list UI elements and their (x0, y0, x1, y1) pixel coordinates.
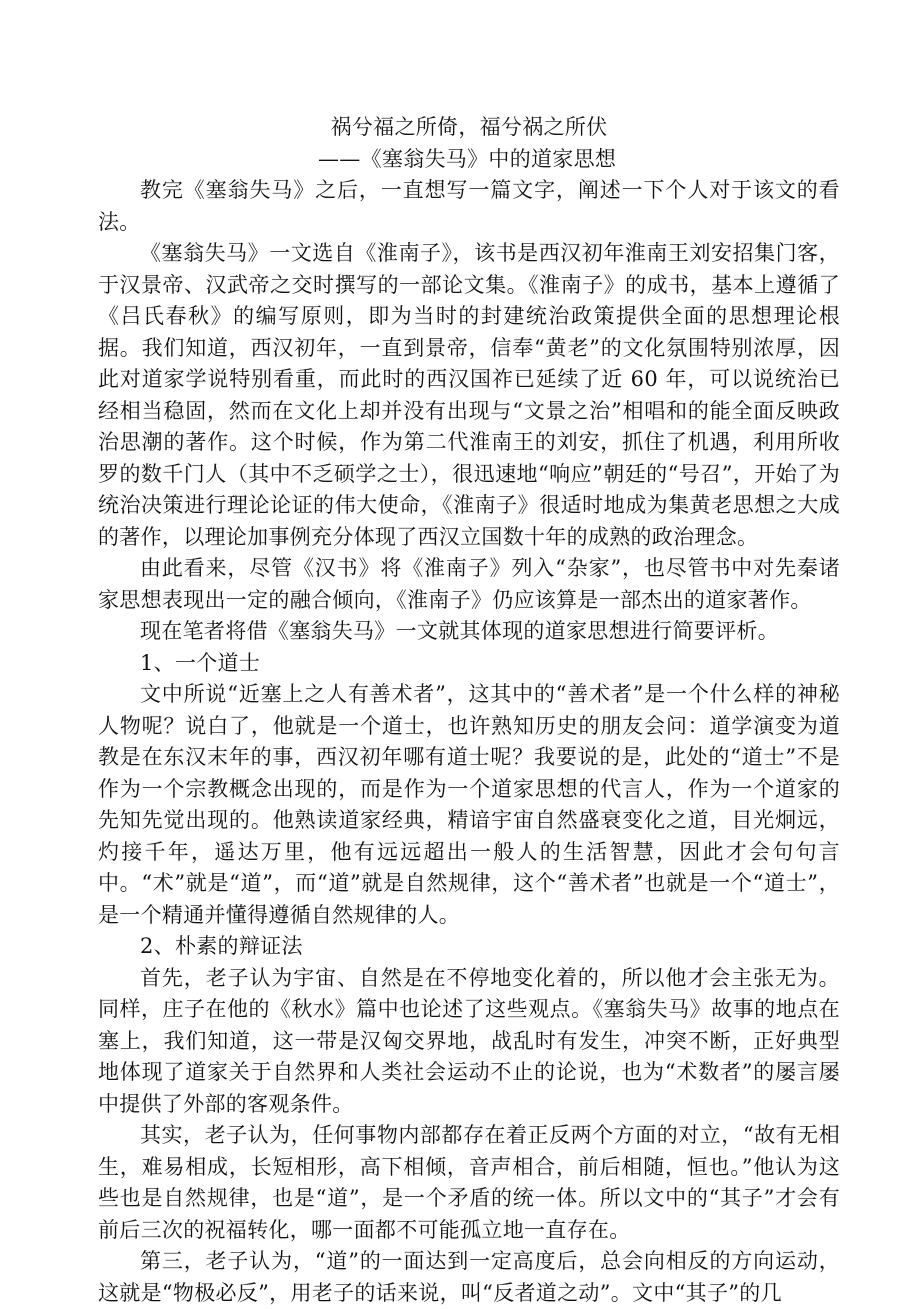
document-subtitle: ——《塞翁失马》中的道家思想 (318, 146, 617, 171)
section1-paragraph: 文中所说“近塞上之人有善术者”，这其中的“善术者”是一个什么样的神秘人物呢？说白了，他就是一个道士，也许熟知历史的朋友会问：道学演变为道教是在东汉末年的事，西汉初年哪有道士呢？我要说的是，此处的“道士”不是作为一个宗教概念出现的，而是作为一个道家思想的代言人，作为一个道家的先知先觉出现的。他熟读道家经典，精谙宇宙自然盛衰变化之道，目光炯远，灼接千年，遥达万里，他有远远超出一般人的生活智慧，因此才会句句言中。“术”就是“道”，而“道”就是自然规律，这个“善术者”也就是一个“道士”，是一个精通并懂得遵循自然规律的人。 (98, 682, 840, 927)
section-heading-dialectics: 2、朴素的辩证法 (140, 934, 303, 958)
section2-paragraph-first: 首先，老子认为宇宙、自然是在不停地变化着的，所以他才会主张无为。同样，庄子在他的《秋水》篇中也论述了这些观点。《塞翁失马》故事的地点在塞上，我们知道，这一带是汉匈交界地，战乱时有发生，冲突不断，正好典型地体现了道家关于自然界和人类社会运动不止的论说，也为“术数者”的屡言屡中提供了外部的客观条件。 (98, 965, 840, 1116)
purpose-paragraph: 现在笔者将借《塞翁失马》一文就其体现的道家思想进行简要评析。 (140, 619, 779, 643)
background-paragraph: 《塞翁失马》一文选自《淮南子》，该书是西汉初年淮南王刘安招集门客，于汉景帝、汉武帝之交时撰写的一部论文集。《淮南子》的成书，基本上遵循了《吕氏春秋》的编写原则，即为当时的封建统治政策提供全面的思想理论根据。我们知道，西汉初年，一直到景帝，信奉“黄老”的文化氛围特别浓厚，因此对道家学说特别看重，而此时的西汉国祚已延续了近 60 年，可以说统治已经相当稳固，然而在文化上却并没有出现与“文景之治”相唱和的能全面反映政治思潮的著作。这个时候，作为第二代淮南王的刘安，抓住了机遇，利用所收罗的数千门人（其中不乏硕学之士），很迅速地“响应”朝廷的“号召”，开始了为统治决策进行理论论证的伟大使命，《淮南子》很适时地成为集黄老思想之大成的著作，以理论加事例充分体现了西汉立国数十年的成熟的政治理念。 (98, 241, 840, 549)
section-heading-daoshi: 1、一个道士 (140, 650, 261, 675)
document-title: 祸兮福之所倚，福兮祸之所伏 (330, 115, 608, 139)
section2-paragraph-second: 其实，老子认为，任何事物内部都存在着正反两个方面的对立，“故有无相生，难易相成，长短相形，高下相倾，音声相合，前后相随，恒也。”他认为这些也是自然规律，也是“道”，是一个矛盾的统一体。所以文中的“其子”才会有前后三次的祝福转化，哪一面都不可能孤立地一直存在。 (98, 1123, 840, 1242)
document-body (98, 112, 840, 1309)
section2-paragraph-third: 第三，老子认为，“道”的一面达到一定高度后，总会向相反的方向运动，这就是“物极必反”，用老子的话来说，叫“反者道之动”。文中“其子”的几 (98, 1249, 840, 1305)
classification-paragraph: 由此看来，尽管《汉书》将《淮南子》列入“杂家”，也尽管书中对先秦诸家思想表现出一定的融合倾向，《淮南子》仍应该算是一部杰出的道家著作。 (98, 556, 840, 612)
intro-paragraph: 教完《塞翁失马》之后，一直想写一篇文字，阐述一下个人对于该文的看法。 (98, 178, 840, 234)
